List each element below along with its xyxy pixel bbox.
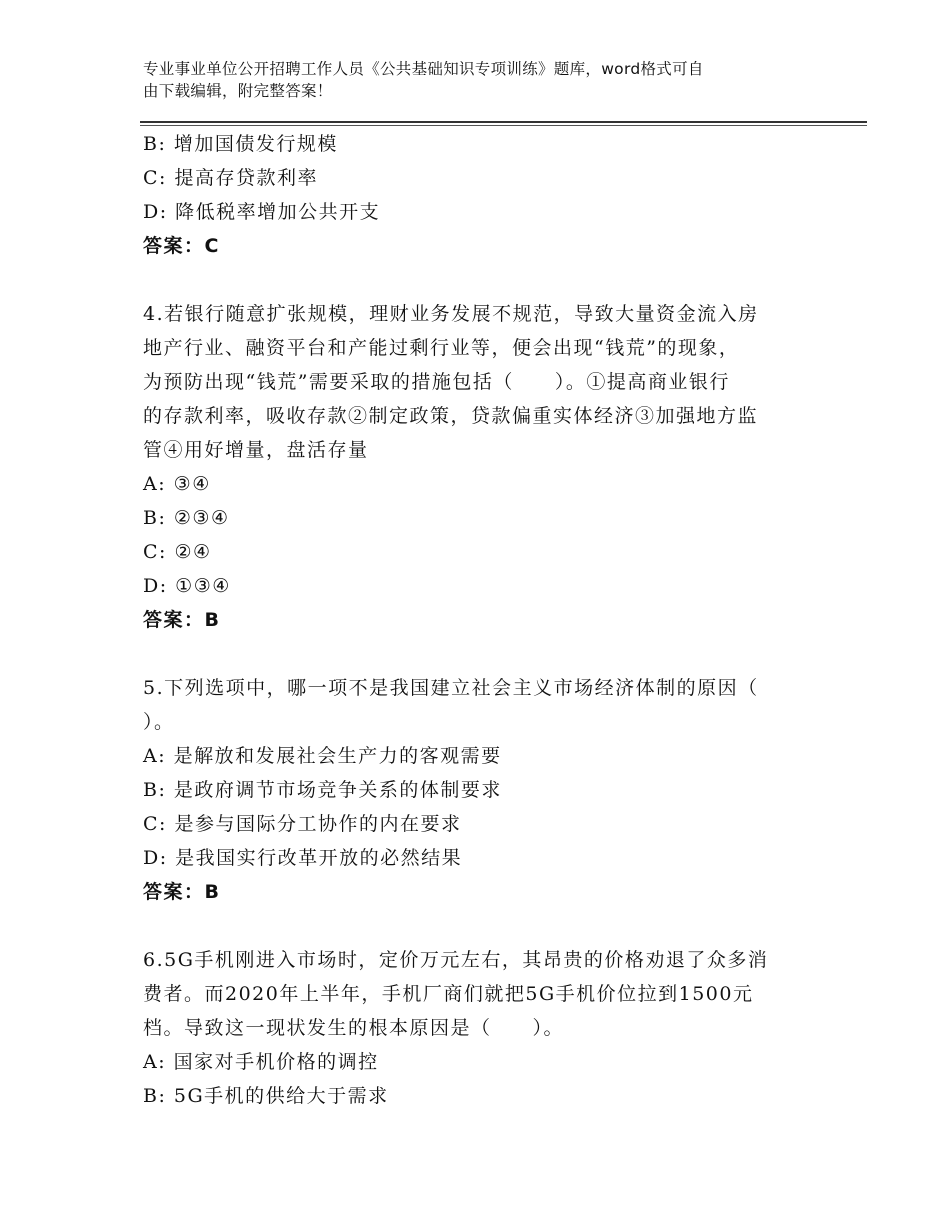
option-a: A: 是解放和发展社会生产力的客观需要 — [143, 745, 502, 767]
question-6-block — [143, 943, 808, 1113]
question-5-text-line: 5.下列选项中，哪一项不是我国建立社会主义市场经济体制的原因（ — [143, 677, 759, 699]
question-5-text-line: ）。 — [143, 711, 175, 733]
question-4-text-line: 为预防出现“钱荒”需要采取的措施包括（ ）。①提高商业银行 — [143, 371, 730, 393]
question-6-text-line: 6.5G手机刚进入市场时，定价万元左右，其昂贵的价格劝退了众多消 — [143, 949, 769, 971]
question-4-text-line: 的存款利率，吸收存款②制定政策，贷款偏重实体经济③加强地方监 — [143, 405, 759, 427]
question-6-text-line: 费者。而2020年上半年，手机厂商们就把5G手机价位拉到1500元 — [143, 983, 754, 1005]
option-a: A: ③④ — [143, 473, 211, 495]
header-line-2: 由下载编辑，附完整答案！ — [143, 82, 333, 100]
question-4-block — [143, 297, 808, 637]
answer-label: 答案：B — [143, 881, 221, 903]
option-b: B: 5G手机的供给大于需求 — [143, 1085, 389, 1107]
option-b: B: 增加国债发行规模 — [143, 133, 338, 155]
question-5-block — [143, 671, 808, 909]
answer-label: 答案：C — [143, 235, 220, 257]
spacer — [143, 263, 808, 297]
prev-question-block — [143, 127, 808, 263]
option-c: C: ②④ — [143, 541, 212, 563]
header-divider-thin — [140, 125, 867, 126]
option-b: B: 是政府调节市场竞争关系的体制要求 — [143, 779, 502, 801]
header-divider-thick — [140, 121, 867, 123]
option-c: C: 提高存贷款利率 — [143, 167, 318, 189]
spacer — [143, 909, 808, 943]
option-d: D: ①③④ — [143, 575, 231, 597]
question-content — [143, 127, 808, 1113]
question-4-text-line: 管④用好增量，盘活存量 — [143, 439, 369, 461]
option-c: C: 是参与国际分工协作的内在要求 — [143, 813, 462, 835]
document-header — [143, 58, 813, 102]
question-4-text-line: 4.若银行随意扩张规模，理财业务发展不规范，导致大量资金流入房 — [143, 303, 759, 325]
option-d: D: 降低税率增加公共开支 — [143, 201, 381, 223]
option-d: D: 是我国实行改革开放的必然结果 — [143, 847, 463, 869]
answer-label: 答案：B — [143, 609, 221, 631]
spacer — [143, 637, 808, 671]
header-line-1: 专业事业单位公开招聘工作人员《公共基础知识专项训练》题库，word格式可自 — [143, 60, 704, 78]
option-a: A: 国家对手机价格的调控 — [143, 1051, 379, 1073]
question-4-text-line: 地产行业、融资平台和产能过剩行业等，便会出现“钱荒”的现象， — [143, 337, 740, 359]
option-b: B: ②③④ — [143, 507, 230, 529]
question-6-text-line: 档。导致这一现状发生的根本原因是（ ）。 — [143, 1017, 565, 1039]
